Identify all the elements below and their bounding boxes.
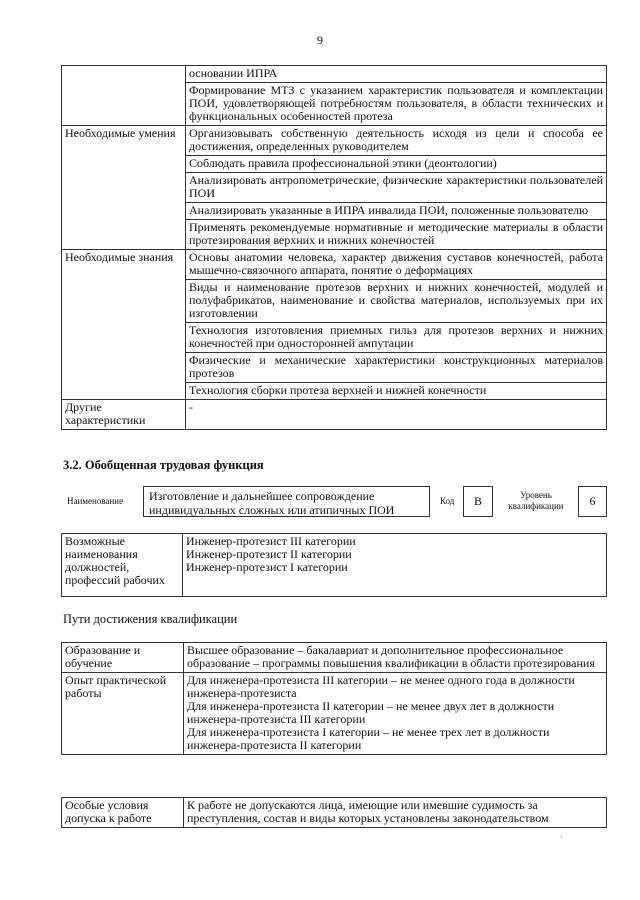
table-cell: Анализировать антропометрические, физические характеристики пользователей ПОИ [186,173,607,203]
table-row [62,126,607,156]
page-number: 9 [317,33,323,47]
row-label: Образование и обучение [62,643,184,673]
job-title: Инженер-протезист II категории [186,547,352,561]
table-cell: Формирование МТЗ с указанием характеристик пользователя и комплектации ПОИ, удовлетворяющей потребностям пользователя, в области технических и функциональных особенностей протеза [186,83,607,126]
table-row [62,66,607,83]
special-conditions-table [61,797,607,828]
row-label: Необходимые знания [62,250,186,400]
table-cell: Технология изготовления приемных гильз для протезов верхних и нижних конечностей при односторонней ампутации [186,323,607,353]
job-title: Инженер-протезист I категории [186,560,348,574]
table-cell [184,673,607,755]
experience-line: Для инженера-протезиста III категории – не менее одного года в должности инженера-протезиста [187,673,575,700]
table-cell: Виды и наименование протезов верхних и нижних конечностей, модулей и полуфабрикатов, наименование и свойства материалов, используемых при их изготовлении [186,280,607,323]
table-cell: Организовывать собственную деятельность исходя из цели и способа ее достижения, определенных руководителем [186,126,607,156]
section-title: 3.2. Обобщенная трудовая функция [63,458,264,472]
code-value: В [463,486,493,517]
row-label: Возможные наименования должностей, профессий рабочих [62,534,183,597]
job-title: Инженер-протезист III категории [186,534,356,548]
table-row [62,643,607,673]
paths-title: Пути достижения квалификации [63,612,238,626]
table-cell: К работе не допускаются лица, имеющие или имевшие судимость за преступления, состав и виды которых установлены законодательством [184,798,607,828]
table-cell: Соблюдать правила профессиональной этики (деонтологии) [186,156,607,173]
competencies-table [61,65,607,430]
row-label [62,66,186,126]
qualification-paths-table [61,642,607,755]
row-label: Опыт практической работы [62,673,184,755]
level-value: 6 [578,486,607,517]
row-label: Особые условия допуска к работе [62,798,184,828]
table-cell: Высшее образование – бакалавриат и дополнительное профессиональное образование – программы повышения квалификации в области протезирования [184,643,607,673]
table-cell: основании ИПРА [186,66,607,83]
table-cell [183,534,607,597]
job-titles-table [61,533,607,597]
table-row [62,673,607,755]
scan-mark: · [560,833,563,842]
level-label: Уровень квалификации [508,490,564,511]
table-row [62,400,607,430]
table-cell: Физические и механические характеристики конструкционных материалов протезов [186,353,607,383]
table-row [62,534,607,597]
table-cell: - [186,400,607,430]
table-cell: Применять рекомендуемые нормативные и методические материалы в области протезирования верхних и нижних конечностей [186,220,607,250]
table-row [62,250,607,280]
row-label: Необходимые умения [62,126,186,250]
name-value: Изготовление и дальнейшее сопровождение индивидуальных сложных или атипичных ПОИ [143,486,430,517]
table-cell: Основы анатомии человека, характер движения суставов конечностей, работа мышечно-связочного аппарата, понятие о деформациях [186,250,607,280]
experience-line: Для инженера-протезиста II категории – не менее двух лет в должности инженера-протезиста III категории [187,699,555,726]
table-row [62,798,607,828]
table-cell: Технология сборки протеза верхней и нижней конечности [186,383,607,400]
row-label: Другие характеристики [62,400,186,430]
name-label: Наименование [67,496,124,506]
experience-line: Для инженера-протезиста I категории – не менее трех лет в должности инженера-протезиста II категории [187,725,550,752]
table-cell: Анализировать указанные в ИПРА инвалида ПОИ, положенные пользователю [186,203,607,220]
code-label: Код [440,496,455,506]
